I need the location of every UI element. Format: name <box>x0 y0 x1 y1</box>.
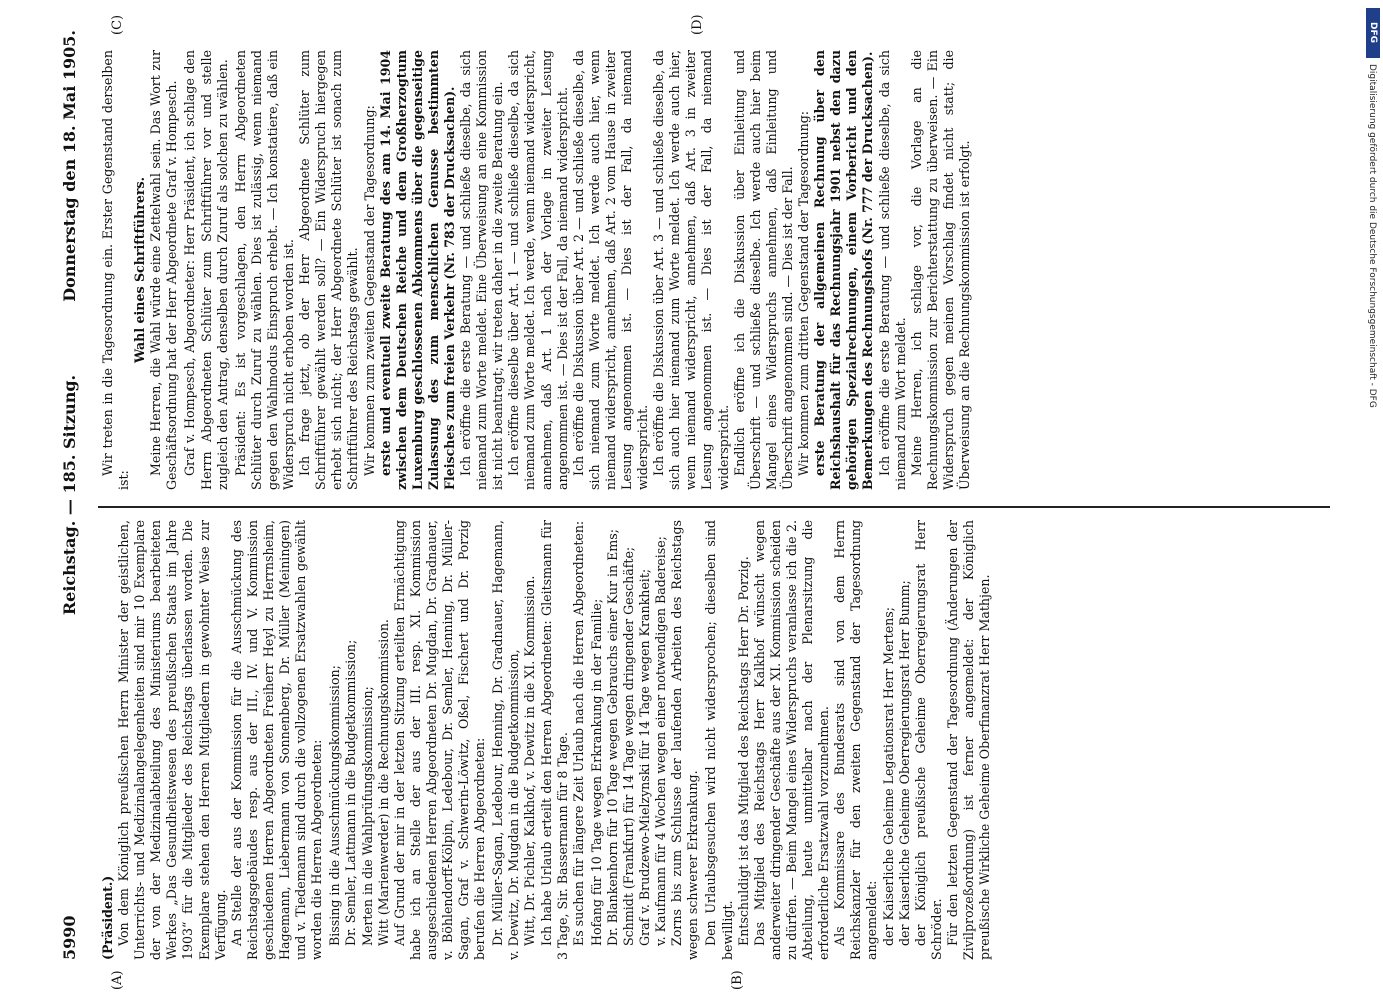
margin-marker-d: (D) <box>690 14 705 35</box>
paragraph: Dr. Müller-Sagan, Ledebour, Henning, Dr. Gradnauer, Hagemann, v. Dewitz, Dr. Mugdan in die Budgetkommission, <box>490 520 522 960</box>
agenda-heading: erste Beratung der allgemeinen Rechnung über den Reichshaushalt für das Rechnungsjahr 1901 nebst den dazu gehörigen Spezialrechnungen, einem Vorbericht und den Bemerkungen des Rechnungshofs (Nr. 777 der Drucksachen). <box>812 50 876 490</box>
session-date: Donnerstag den 18. Mai 1905. <box>60 30 79 302</box>
paragraph: Als Kommissare des Bundesrats sind von dem Herrn Reichskanzler für den zweiten Gegenstand der Tagesordnung angemeldet: <box>832 520 880 960</box>
margin-marker-c: (C) <box>110 14 125 35</box>
dfg-logo: DFG <box>1366 8 1380 58</box>
paragraph: Ich eröffne dieselbe über Art. 1 — und schließe dieselbe, da sich niemand zum Worte meldet. Ich werde, wenn niemand widerspricht, annehmen, daß Art. 1 nach der Vorlage in zweiter Lesung angenommen ist. — Dies ist der Fall, da niemand widerspricht. <box>506 50 570 490</box>
paragraph: Dr. Blankenhorn für 10 Tage wegen Gebrauchs einer Kur in Ems; <box>604 529 620 946</box>
paragraph: Graf v. Hompesch, Abgeordneter: Herr Präsident, ich schlage den Herrn Abgeordneten Schlüter zum Schriftführer vor und stelle zugleich den Antrag, denselben durch Zuruf als solchen zu wählen. <box>182 50 230 490</box>
paragraph: Endlich eröffne ich die Diskussion über Einleitung und Überschrift — und schließe dieselbe. Ich werde auch hier beim Mangel eines Widerspruchs annehmen, daß Einleitung und Überschrift angenommen sind. — Dies ist der Fall. <box>731 50 795 490</box>
paragraph: Wir kommen zum zweiten Gegenstand der Tagesordnung: <box>361 105 377 476</box>
paragraph: Witt (Marienwerder) in die Rechnungskommission. <box>375 619 391 946</box>
paragraph: Meine Herren, die Wahl würde eine Zettelwahl sein. Das Wort zur Geschäftsordnung hat der Herr Abgeordnete Graf v. Hompesch. <box>148 50 180 490</box>
paragraph: Bissing in die Ausschmückungskommission; <box>327 665 343 946</box>
agenda-heading: Wahl eines Schriftführers. <box>132 176 148 364</box>
scanned-page <box>20 0 1340 1000</box>
paragraph: Ich habe Urlaub erteilt den Herren Abgeordneten: Gleitsmann für 3 Tage, Sir. Bassermann für 8 Tage. <box>538 520 570 960</box>
paragraph: An Stelle der aus der Kommission für die Ausschmückung des Reichstagsgebäudes resp. aus der III., IV. und V. Kommission geschiedenen Herren Abgeordneten Freiherr Heyl zu Herrnsheim, Hagemann, Liebermann von Sonnenberg, Dr. Müller (Meiningen) und v. Tiedemann sind durch die vollzogenen Ersatzwahlen gewählt worden die Herren Abgeordneten: <box>228 520 325 960</box>
paragraph: Wir treten in die Tagesordnung ein. Erster Gegenstand derselben ist: <box>100 50 132 490</box>
paragraph: Ich eröffne die erste Beratung — und schließe dieselbe, da sich niemand zum Worte meldet. Eine Überweisung an eine Kommission ist nicht beantragt; wir treten daher in die zweite Beratung ein. <box>458 50 506 490</box>
margin-marker-b: (B) <box>730 970 745 990</box>
paragraph: Wir kommen zum dritten Gegenstand der Tagesordnung: <box>796 110 812 476</box>
left-text-column <box>100 520 1330 960</box>
page-number: 5990 <box>60 915 79 960</box>
paragraph: Für den letzten Gegenstand der Tagesordnung (Änderungen der Zivilprozeßordnung) ist ferner angemeldet: der Königlich preußische Wirkliche Geheime Oberfinanzrat Herr Mathjen. <box>944 520 993 960</box>
paragraph: Merten in die Wahlprüfungskommission; <box>359 686 375 946</box>
paragraph: der Kaiserliche Geheime Oberregierungsrat Herr Bumm; <box>896 580 912 946</box>
digitization-strip <box>1363 0 1383 1000</box>
paragraph: v. Kaufmann für 4 Wochen wegen einer notwendigen Badereise; <box>653 536 669 946</box>
paragraph: Präsident: Es ist vorgeschlagen, den Herrn Abgeordneten Schlüter durch Zuruf zu wählen. Dies ist zulässig, wenn niemand gegen den Wahlmodus Einspruch erhebt. — Ich konstatiere, daß ein Widerspruch nicht erhoben worden ist. <box>232 50 297 490</box>
paragraph: Ich eröffne die Diskussion über Art. 2 — und schließe dieselbe, da sich niemand zum Worte meldet. Ich werde auch hier, wenn niemand widerspricht, annehmen, daß Art. 2 vom Hause in zweiter Lesung angenommen ist. — Dies ist der Fall, da niemand widerspricht. <box>570 50 651 490</box>
paragraph: Entschuldigt ist das Mitglied des Reichstags Herr Dr. Porzig. <box>735 556 751 946</box>
digitization-note: Digitalisierung gefördert durch die Deutsche Forschungsgemeinschaft - DFG <box>1367 64 1377 408</box>
paragraph: Das Mitglied des Reichstags Herr Kalkhof wünscht wegen anderweiter dringender Geschäfte aus der XI. Kommission scheiden zu dürfen. — Beim Mangel eines Widerspruchs veranlasse ich die 2. Abteilung, heute unmittelbar nach der Plenarsitzung die erforderliche Ersatzwahl vorzunehmen. <box>751 520 832 960</box>
page-header <box>60 30 90 960</box>
paragraph: Von dem Königlich preußischen Herrn Minister der geistlichen, Unterrichts- und Medizinalangelegenheiten sind mir 10 Exemplare der von der Medizinalabteilung des Ministeriums bearbeiteten Werkes „Das Gesundheitswesen des preußischen Staats im Jahre 1903“ für die Mitglieder des Reichstags überlassen worden. Die Exemplare stehen den Herren Mitgliedern in gewohnter Weise zur Verfügung. <box>116 520 228 960</box>
right-text-column <box>100 50 1330 490</box>
paragraph: Zorns bis zum Schlusse der laufenden Arbeiten des Reichstags wegen schwerer Erkrankung. <box>669 520 701 960</box>
paragraph: der Kaiserliche Geheime Legationsrat Herr Mertens; <box>880 607 896 946</box>
paragraph: Ich eröffne die erste Beratung — und schließe dieselbe, da sich niemand zum Wort meldet. <box>876 50 908 490</box>
paragraph: Witt, Dr. Pichler, Kalkhof, v. Dewitz in die XI. Kommission. <box>522 575 538 946</box>
paragraph: Den Urlaubsgesuchen wird nicht widersprochen; dieselben sind bewilligt. <box>703 520 735 960</box>
paragraph: (Präsident.) <box>100 875 115 960</box>
paragraph: Es suchen für längere Zeit Urlaub nach die Herren Abgeordneten: <box>570 520 586 946</box>
paragraph: Ich eröffne die Diskussion über Art. 3 — und schließe dieselbe, da sich auch hier niemand zum Worte meldet. Ich werde auch hier, wenn niemand widerspricht, annehmen, daß Art. 3 in zweiter Lesung angenommen ist. — Dies ist der Fall, da niemand widerspricht. <box>651 50 731 490</box>
paragraph: Graf v. Brudzewo-Mielzynski für 14 Tage wegen Krankheit; <box>637 568 653 946</box>
agenda-heading: erste und eventuell zweite Beratung des am 14. Mai 1904 zwischen dem Deutschen Reiche und dem Großherzogtum Luxemburg geschlossenen Abkommens über die gegenseitige Zulassung des zum menschlichen Genusse bestimmten Fleisches zum freien Verkehr (Nr. 783 der Drucksachen). <box>377 50 457 490</box>
paragraph: Auf Grund der mir in der letzten Sitzung erteilten Ermächtigung habe ich an Stelle der aus der III. resp. XI. Kommission ausgeschiedenen Herren Abgeordneten Dr. Mugdan, Dr. Gradnauer, v. Böhlendorff-Kölpin, Ledebour, Dr. Semler, Henning, Dr. Müller-Sagan, Graf v. Schwerin-Löwitz, Oßel, Fischert und Dr. Porzig berufen die Herren Abgeordneten: <box>391 520 488 960</box>
paragraph: Ich frage jetzt, ob der Herr Abgeordnete Schlüter zum Schriftführer gewählt werden soll? — Ein Widerspruch hiergegen erhebt sich nicht; der Herr Abgeordnete Schlüter ist sonach zum Schriftführer des Reichstags gewählt. <box>297 50 361 490</box>
paragraph: der Königlich preußische Geheime Oberregierungsrat Herr Schröder. <box>912 520 944 960</box>
paragraph: Dr. Semler, Lattmann in die Budgetkommission; <box>343 639 359 946</box>
page-title: Reichstag. — 185. Sitzung. <box>60 374 79 616</box>
margin-marker-a: (A) <box>110 970 125 990</box>
paragraph: Meine Herren, ich schlage vor, die Vorlage an die Rechnungskommission zur Berichterstattung zu überweisen. — Ein Widerspruch gegen meinen Vorschlag findet nicht statt; die Überweisung an die Rechnungskommission ist erfolgt. <box>908 50 972 490</box>
column-divider <box>98 506 1330 508</box>
paragraph: Schmidt (Frankfurt) für 14 Tage wegen dringender Geschäfte; <box>621 546 636 946</box>
paragraph: Hofang für 10 Tage wegen Erkrankung in der Familie; <box>588 598 604 946</box>
